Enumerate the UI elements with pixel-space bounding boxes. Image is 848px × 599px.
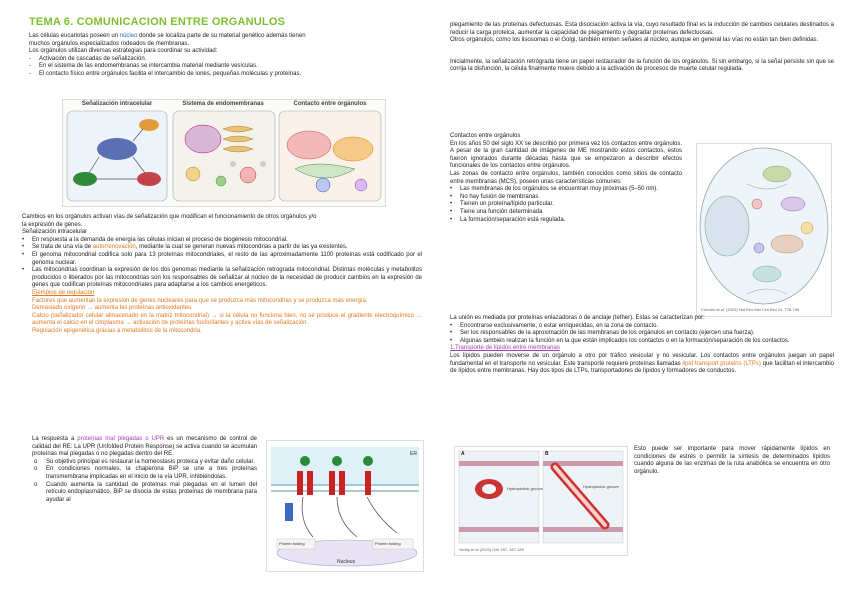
tether-feature: • Algunas también realizan la función en la que están implicados los contactos o en la formación/separación de los contactos. [450, 338, 834, 346]
ltp-term: lipid transport proteins (LTPs) [682, 360, 761, 367]
signaling-bullet: • En respuesta a la demanda de energía las células inician el proceso de biogénesis mitocondrial. [22, 237, 422, 245]
mcs-intro: Las zonas de contacto entre orgánulos, también conocidos como sitios de contacto entre membranas (MCS), poseen unas características comunes: [450, 170, 682, 185]
example-item: Calcio (señalizador celular almacenado en la matriz mitocondrial) → si la célula no funciona bien, no se produce el gradiente electroquímico → aumenta el calcio en el citoplasma → activación de proteínas fosforilantes y activa vías de señalización. [32, 312, 422, 327]
figure-illustration [63, 109, 385, 205]
nucleus-term: núcleo [119, 33, 138, 39]
lipid-transport-heading: 1.Transporte de lípidos entre membranas [450, 345, 560, 352]
tether-section: La unión es mediada por proteínas enlazadoras o de anclaje (tether). Estas se caracterizan por: • Encontrarse exclusivamente, o estar enriquecidas, en la zona de contacto. • Ser los responsables de la aproximación de las membranas de los orgánulos en contacto (ejercen una fuerza). • Algunas también realizan la función en la que están implicados los contactos o en la formación/separación de los contactos. 1.Transporte de lípidos entre membranas Los lípidos pueden moverse de un orgánulo a otro por tráfico vesicular y no vesicular. Los contactos entre orgánulos juegan un papel fundamental en el transporte no vesicular. Este transporte requiere proteínas llamadas lipid transport proteins (LTPs) que facilitan el intercambio de lípidos entre membranas. Hay dos tipos de LTPs, transportadores de lípidos y formadores de conductos. [450, 315, 834, 376]
panel-b-label: B [545, 451, 549, 457]
upr-continuation: plegamiento de las proteínas defectuosas. Esta disociación activa la vía, cuyo resultado final es la inducción de cambios celulares destinados a reducir la carga proteica, aumentar la capacidad de plegamiento y degradar proteínas defectuosas. [450, 22, 834, 36]
intro-line-3: Los orgánulos utilizan diversas estrategias para coordinar su actividad: [29, 48, 218, 55]
examples-heading: Ejemplos de regulación [32, 289, 95, 296]
strategy-item: - Activación de cascadas de señalización. [29, 56, 419, 64]
er-label: ER [410, 451, 417, 457]
right-intro [450, 22, 834, 74]
signaling-bullet: • El genoma mitocondrial codifica solo para 13 proteínas mitocondriales, el resto de las aproximadamente 1100 proteínas está codificado por el genoma nuclear. [22, 252, 422, 267]
strategy-item: - En el sistema de las endomembranas se intercambia material mediante vesículas. [29, 63, 419, 71]
contacts-history: En los años 50 del siglo XX se describió por primera vez los contactos entre orgánulos. A pesar de la gran cantidad de imágenes de ME mostrando estos contactos, estos fueron ignorados durante décadas hasta que se empezaron a describir efectos funcionales de los contactos entre orgánulos. [450, 140, 682, 170]
nucleus-label: Nucleus [337, 559, 356, 565]
signaling-bullet: • Se trata de una vía de autorrenovación, mediante la cual se generan nuevas mitocondrias a partir de las ya existentes. [22, 244, 422, 252]
example-item: Factores que aumentan la expresión de genes nucleares para que se produzca más mitocondrias y se produzca más energía. [32, 297, 368, 304]
protein-folding-label: Protein folding [375, 541, 401, 546]
upr-illustration [267, 441, 423, 571]
strategy-item: - El contacto físico entre orgánulos facilita el intercambio de iones, pequeñas moléculas y proteínas. [29, 71, 419, 79]
intro-text: Las células eucariotas poseen un [29, 33, 120, 39]
upr-item: o Su objetivo principal es restaurar la homeostasis proteica y evitar daño celular. [32, 459, 257, 467]
lipid-transport-figure [454, 446, 628, 556]
signaling-heading: Señalización intracelular [22, 229, 88, 236]
mcs-feature: • La formación/separación está regulada. [450, 217, 682, 225]
groove-label: Hydrophobic groove [583, 484, 619, 489]
tether-feature: • Ser los responsables de la aproximación de las membranas de los orgánulos en contacto (ejercen una fuerza). [450, 330, 834, 338]
upr-block: La respuesta a proteínas mal plegadas o UPR es un mecanismo de control de calidad del RE: La UPR (Unfolded Protein Response) se activa cuando se acumulan proteínas mal plegadas o no plegadas dentro del RE. o Su objetivo principal es restaurar la homeostasis proteica y evitar daño celular. o En condiciones normales, la chaperona BiP se une a tres proteínas transmembrana implicadas en el inicio de la vía UPR, inhibiéndolas. o Cuando aumenta la cantidad de proteínas mal plegadas en el lumen del retículo endoplasmático, BiP se disocia de estas proteínas de membrana para ayudar al [32, 436, 257, 504]
tether-feature: • Encontrarse exclusivamente, o estar enriquecidas, en la zona de contacto. [450, 323, 834, 331]
tether-intro: La unión es mediada por proteínas enlazadoras o de anclaje (tether). Estas se caracterizan por: [450, 315, 705, 321]
panel-title-signaling: Señalización intracelular [81, 101, 153, 107]
contacts-section [450, 133, 682, 224]
mcs-feature: • No hay fusión de membranas [450, 194, 682, 202]
intro-block: Las células eucariotas poseen un núcleo donde se localiza parte de su material genético además tienen muchos orgánulos especializados rodeados de membranas. Los orgánulos utilizan diversas estrategias para coordinar su actividad: - Activación de cascadas de señalización. - En el sistema de las endomembranas se intercambia material mediante vesículas. - El contacto físico entre orgánulos facilita el intercambio de iones, pequeñas moléculas y proteínas. [29, 33, 419, 79]
lipid-figure-caption: Vanity et al (2020) Cell 187, 187-189 [459, 547, 524, 553]
after-figure-line-1: Cambios en los orgánulos activan vías de señalización que modifican el funcionamiento de otros orgánulos y/o [22, 214, 317, 220]
mcs-feature: • Tiene una función determinada [450, 209, 682, 217]
groove-label: Hydrophobic groove [507, 486, 543, 491]
upr-term: proteínas mal plegadas o UPR [77, 436, 165, 442]
lipid-importance-text: Esto puede ser importante para mover rápidamente lípidos en condiciones de estrés o permitir la síntesis de determinados lípidos cuando alguna de las enzimas de la ruta anabólica se encuentra en otro orgánulo. [634, 446, 830, 475]
page-title: TEMA 6. COMUNICACION ENTRE ORGANULOS [29, 16, 286, 28]
signaling-section [22, 214, 422, 336]
lipid-importance-block [634, 446, 830, 476]
mcs-feature: • Las membranas de los orgánulos se encuentran muy próximas (5–50 nm). [450, 186, 682, 194]
contacts-heading: Contactos entre orgánulos [450, 133, 521, 139]
autorenewal-term: autorrenovación [92, 244, 136, 251]
panel-a-label: A [461, 451, 465, 457]
other-organelles-paragraph: Otros orgánulos, como los lisosomas o el Golgi, también emiten señales al núcleo, aunque en general las vías no están tan bien definidas. [450, 37, 819, 44]
signaling-bullet: • Las mitocondrias coordinan la expresión de los dos genomas mediante la señalización retrograda mitocondrial. Distintas moléculas y metabolitos producidos o liberados por las mitocondrias son los responsables de señalizar al núcleo de la necesidad de producir cambios en la expresión de genes que codifican proteínas mitocondriales para adaptarse a los cambios energéticos. [22, 267, 422, 290]
after-figure-line-2: la expresión de genes. [22, 221, 83, 228]
examples-block [22, 290, 422, 336]
upr-pathway-figure [266, 440, 424, 572]
protein-folding-label: Protein folding [279, 541, 305, 546]
example-item: Demasiado oxígeno → aumenta las proteínas antioxidantes. [32, 305, 193, 312]
lipid-transport-illustration [455, 447, 627, 547]
example-item: Regulación epigenética gracias a metabolitos de la mitocondria. [32, 327, 202, 334]
upr-item: o En condiciones normales, la chaperona BiP se une a tres proteínas transmembrana implicadas en el inicio de la vía UPR, inhibiéndolas. [32, 466, 257, 481]
upr-item: o Cuando aumenta la cantidad de proteínas mal plegadas en el lumen del retículo endoplasmático, BiP se disocia de estas proteínas de membrana para ayudar al [32, 482, 257, 505]
cell-illustration [697, 144, 831, 308]
panel-title-endomembrane: Sistema de endomembranas [182, 101, 264, 107]
intro-line-2: muchos orgánulos especializados rodeados de membranas. [29, 40, 190, 47]
mcs-feature: • Tienen un proteína/lípido particular. [450, 201, 682, 209]
panel-title-contact: Contacto entre orgánulos [293, 101, 367, 107]
cell-figure-caption: Cormier et al. (2023) Nat Rev Mol Cell Biol 24, 778-798 [701, 307, 800, 313]
retrograde-paragraph: Inicialmente, la señalización retrógrada tiene un papel restaurador de la función de los orgánulos. Si sin embargo, si la señal persiste sin que se corrija la disfunción, la célula finalmente muere debido a la activación de procesos de muerte celular regulada. [450, 58, 834, 73]
organelle-contacts-cell-figure [696, 143, 832, 317]
organelle-communication-figure [62, 99, 386, 207]
